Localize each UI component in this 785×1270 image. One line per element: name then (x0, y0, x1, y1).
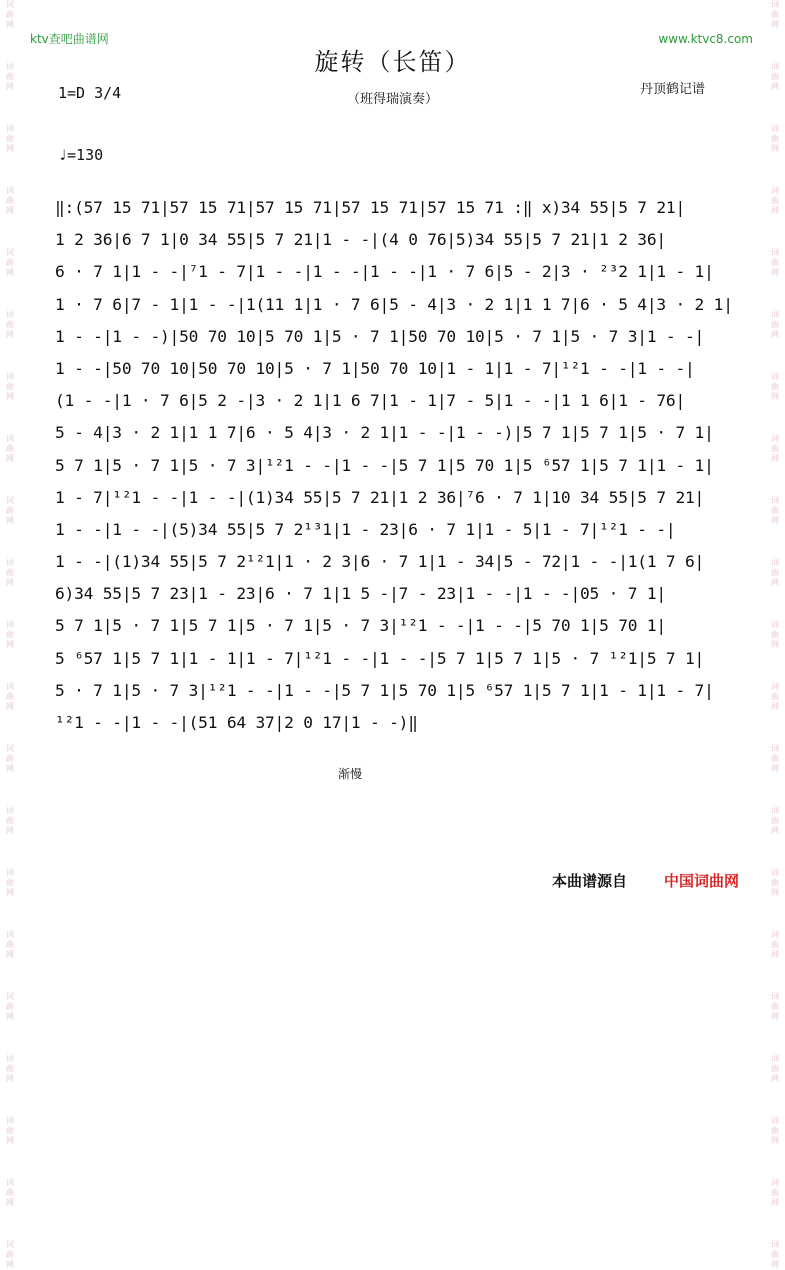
watermark-char: 曲 (6, 72, 14, 81)
watermark-char: 网 (771, 1260, 779, 1269)
score-line: 1 - -|(1)34 55|5 7 2¹²1|1 · 2 3|6 · 7 1|1 - 34|5 - 72|1 - -|1(1 7 6| (55, 552, 705, 572)
watermark-char: 网 (6, 82, 14, 91)
score-line: 5 ⁶57 1|5 7 1|1 - 1|1 - 7|¹²1 - -|1 - -|5 7 1|5 7 1|5 · 7 ¹²1|5 7 1| (55, 648, 705, 668)
watermark-char: 曲 (6, 1126, 14, 1135)
watermark-char: 网 (6, 640, 14, 649)
watermark-char: 曲 (6, 940, 14, 949)
watermark-char: 网 (771, 1074, 779, 1083)
watermark-char: 网 (6, 268, 14, 277)
watermark-char: 词 (6, 62, 14, 71)
watermark-char: 词 (771, 124, 779, 133)
score-body (55, 192, 735, 739)
score-line: 1 · 7 6|7 - 1|1 - -|1(11 1|1 · 7 6|5 - 4|3 · 2 1|1 1 7|6 · 5 4|3 · 2 1| (55, 294, 733, 314)
watermark-char: 词 (6, 1054, 14, 1063)
score-line: ‖:(57 15 71|57 15 71|57 15 71|57 15 71|57 15 71 :‖ x)34 55|5 7 21| (55, 198, 686, 217)
watermark-char: 网 (771, 578, 779, 587)
watermark-char: 曲 (771, 134, 779, 143)
score-line: 5 7 1|5 · 7 1|5 7 1|5 · 7 1|5 · 7 3|¹²1 - -|1 - -|5 70 1|5 70 1| (55, 616, 666, 636)
watermark-char: 曲 (771, 506, 779, 515)
score-line: 5 7 1|5 · 7 1|5 · 7 3|¹²1 - -|1 - -|5 7 1|5 70 1|5 ⁶57 1|5 7 1|1 - 1| (55, 455, 714, 475)
watermark-char: 曲 (771, 196, 779, 205)
score-line: 6)34 55|5 7 23|1 - 23|6 · 7 1|1 5 -|7 - 23|1 - -|1 - -|05 · 7 1| (55, 584, 666, 604)
score-line: 5 - 4|3 · 2 1|1 1 7|6 · 5 4|3 · 2 1|1 - -|1 - -)|5 7 1|5 7 1|5 · 7 1| (55, 423, 714, 443)
watermark-char: 网 (6, 330, 14, 339)
watermark-char: 词 (6, 0, 14, 9)
score-line: 1 - -|1 - -)|50 70 10|5 70 1|5 · 7 1|50 70 10|5 · 7 1|5 · 7 3|1 - -| (55, 326, 705, 346)
watermark-char: 曲 (6, 1188, 14, 1197)
site-url-right: www.ktvc8.com (658, 32, 753, 46)
watermark-char: 曲 (771, 1126, 779, 1135)
watermark-char: 曲 (771, 630, 779, 639)
watermark-char: 曲 (771, 692, 779, 701)
watermark-char: 曲 (771, 1250, 779, 1259)
watermark-char: 曲 (6, 444, 14, 453)
watermark-char: 曲 (771, 1064, 779, 1073)
score-line: 5 · 7 1|5 · 7 3|¹²1 - -|1 - -|5 7 1|5 70 1|5 ⁶57 1|5 7 1|1 - 1|1 - 7| (55, 680, 714, 700)
watermark-left (2, 0, 18, 1269)
watermark-char: 词 (6, 310, 14, 319)
watermark-char: 词 (6, 1178, 14, 1187)
watermark-char: 网 (6, 1260, 14, 1269)
watermark-char: 网 (6, 20, 14, 29)
watermark-char: 词 (771, 1116, 779, 1125)
watermark-right (767, 0, 783, 1269)
watermark-char: 词 (771, 434, 779, 443)
source-prefix: 本曲谱源自 (552, 872, 628, 890)
watermark-char: 曲 (771, 382, 779, 391)
watermark-char: 曲 (6, 10, 14, 19)
watermark-char: 词 (6, 620, 14, 629)
watermark-char: 网 (6, 578, 14, 587)
tempo-marking: ♩=130 (58, 146, 104, 164)
watermark-char: 网 (771, 1198, 779, 1207)
watermark-char: 网 (771, 1136, 779, 1145)
watermark-char: 网 (771, 764, 779, 773)
tempo-direction: 渐慢 (338, 767, 363, 781)
watermark-char: 曲 (771, 816, 779, 825)
watermark-char: 网 (771, 702, 779, 711)
watermark-char: 网 (6, 888, 14, 897)
watermark-char: 曲 (6, 1064, 14, 1073)
watermark-char: 词 (771, 806, 779, 815)
watermark-char: 曲 (6, 816, 14, 825)
watermark-char: 网 (771, 20, 779, 29)
watermark-char: 网 (6, 1136, 14, 1145)
score-line: 1 - 7|¹²1 - -|1 - -|(1)34 55|5 7 21|1 2 36|⁷6 · 7 1|10 34 55|5 7 21| (55, 487, 705, 507)
watermark-char: 网 (6, 392, 14, 401)
watermark-char: 曲 (6, 134, 14, 143)
score-line: 1 - -|50 70 10|50 70 10|5 · 7 1|50 70 10|1 - 1|1 - 7|¹²1 - -|1 - -| (55, 358, 695, 378)
watermark-char: 曲 (771, 568, 779, 577)
watermark-char: 曲 (771, 940, 779, 949)
watermark-char: 曲 (771, 1002, 779, 1011)
watermark-char: 曲 (6, 258, 14, 267)
watermark-char: 网 (771, 392, 779, 401)
watermark-char: 词 (6, 248, 14, 257)
watermark-char: 词 (771, 0, 779, 9)
watermark-char: 网 (771, 826, 779, 835)
watermark-char: 曲 (6, 568, 14, 577)
watermark-char: 曲 (771, 754, 779, 763)
watermark-char: 网 (6, 1012, 14, 1021)
watermark-char: 词 (771, 1178, 779, 1187)
watermark-char: 网 (6, 206, 14, 215)
watermark-char: 曲 (771, 72, 779, 81)
score-line: 6 · 7 1|1 - -|⁷1 - 7|1 - -|1 - -|1 - -|1 · 7 6|5 - 2|3 · ²³2 1|1 - 1| (55, 262, 714, 282)
watermark-char: 词 (6, 806, 14, 815)
score-line: ¹²1 - -|1 - -|(51 64 37|2 0 17|1 - -)‖ (55, 713, 418, 732)
watermark-char: 词 (771, 620, 779, 629)
source-name: 中国词曲网 (664, 872, 740, 890)
watermark-char: 词 (771, 992, 779, 1001)
watermark-char: 曲 (6, 1250, 14, 1259)
transcriber: 丹顶鹤记谱 (640, 82, 706, 97)
watermark-char: 网 (6, 702, 14, 711)
watermark-char: 词 (6, 558, 14, 567)
watermark-char: 网 (6, 950, 14, 959)
watermark-char: 网 (771, 206, 779, 215)
watermark-char: 词 (6, 682, 14, 691)
watermark-char: 曲 (6, 754, 14, 763)
watermark-char: 词 (771, 1054, 779, 1063)
page-title: 旋转（长笛） (314, 48, 471, 76)
watermark-char: 曲 (6, 878, 14, 887)
watermark-char: 词 (771, 558, 779, 567)
watermark-char: 网 (771, 144, 779, 153)
watermark-char: 词 (771, 310, 779, 319)
watermark-char: 词 (771, 930, 779, 939)
watermark-char: 词 (6, 434, 14, 443)
watermark-char: 词 (771, 186, 779, 195)
watermark-char: 曲 (6, 382, 14, 391)
watermark-char: 网 (6, 144, 14, 153)
watermark-char: 曲 (6, 506, 14, 515)
watermark-char: 曲 (771, 258, 779, 267)
watermark-char: 词 (6, 372, 14, 381)
watermark-char: 网 (771, 516, 779, 525)
watermark-char: 网 (771, 268, 779, 277)
watermark-char: 词 (771, 248, 779, 257)
watermark-char: 曲 (6, 320, 14, 329)
watermark-char: 曲 (771, 320, 779, 329)
watermark-char: 曲 (771, 444, 779, 453)
watermark-char: 词 (771, 744, 779, 753)
watermark-char: 网 (771, 82, 779, 91)
watermark-char: 词 (6, 1116, 14, 1125)
watermark-char: 网 (771, 640, 779, 649)
watermark-char: 词 (6, 186, 14, 195)
watermark-char: 词 (6, 744, 14, 753)
watermark-char: 词 (771, 1240, 779, 1249)
key-signature: 1=D 3/4 (58, 84, 122, 102)
watermark-char: 网 (6, 764, 14, 773)
subtitle: （班得瑞演奏） (346, 92, 438, 107)
watermark-char: 网 (6, 454, 14, 463)
score-line: (1 - -|1 · 7 6|5 2 -|3 · 2 1|1 6 7|1 - 1|7 - 5|1 - -|1 1 6|1 - 76| (55, 391, 686, 411)
watermark-char: 曲 (6, 196, 14, 205)
score-line: 1 2 36|6 7 1|0 34 55|5 7 21|1 - -|(4 0 76|5)34 55|5 7 21|1 2 36| (55, 230, 666, 250)
watermark-char: 网 (771, 454, 779, 463)
watermark-char: 网 (771, 1012, 779, 1021)
watermark-char: 词 (6, 868, 14, 877)
watermark-char: 曲 (6, 692, 14, 701)
watermark-char: 网 (6, 1198, 14, 1207)
watermark-char: 词 (6, 124, 14, 133)
watermark-char: 词 (6, 930, 14, 939)
watermark-char: 曲 (771, 10, 779, 19)
watermark-char: 词 (6, 496, 14, 505)
watermark-char: 曲 (771, 1188, 779, 1197)
watermark-char: 词 (771, 62, 779, 71)
watermark-char: 词 (771, 372, 779, 381)
watermark-char: 曲 (6, 630, 14, 639)
watermark-char: 网 (6, 1074, 14, 1083)
watermark-char: 曲 (771, 878, 779, 887)
watermark-char: 网 (771, 950, 779, 959)
watermark-char: 网 (6, 516, 14, 525)
watermark-char: 网 (771, 888, 779, 897)
watermark-char: 词 (6, 1240, 14, 1249)
watermark-char: 词 (771, 868, 779, 877)
watermark-char: 词 (771, 682, 779, 691)
watermark-char: 网 (6, 826, 14, 835)
watermark-char: 网 (771, 330, 779, 339)
watermark-char: 词 (6, 992, 14, 1001)
watermark-char: 曲 (6, 1002, 14, 1011)
score-line: 1 - -|1 - -|(5)34 55|5 7 2¹³1|1 - 23|6 · 7 1|1 - 5|1 - 7|¹²1 - -| (55, 519, 676, 539)
watermark-char: 词 (771, 496, 779, 505)
site-name-left: ktv查吧曲谱网 (30, 32, 109, 46)
